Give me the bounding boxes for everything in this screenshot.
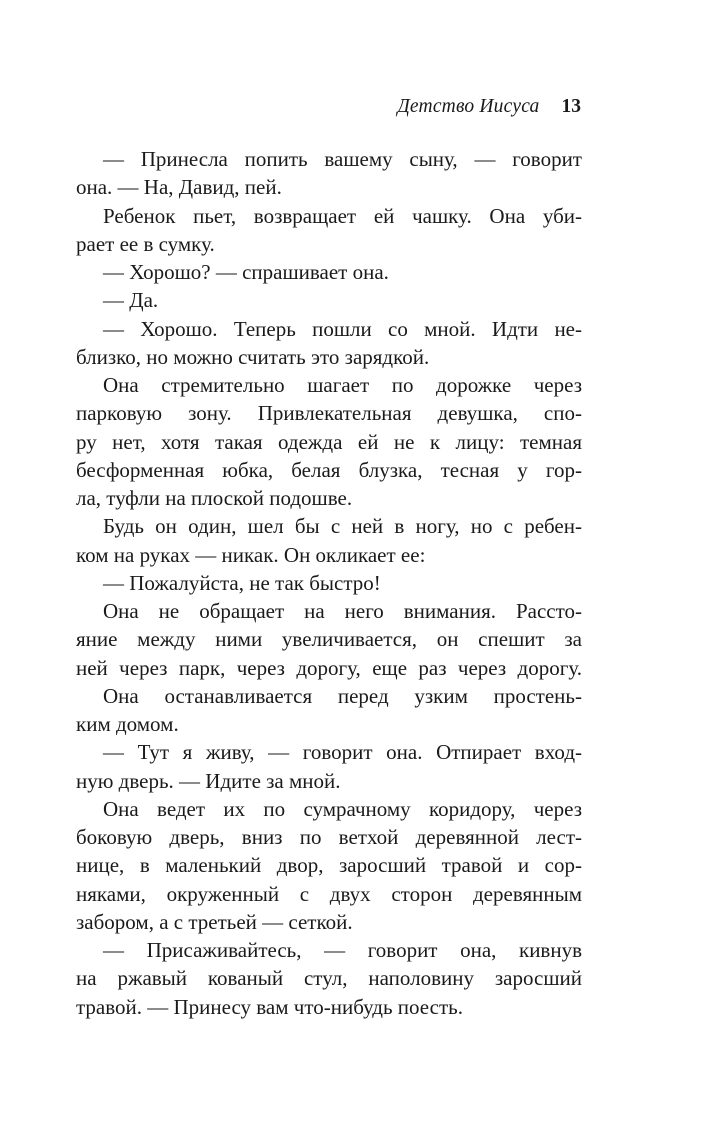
running-title: Детство Иисуса [397, 96, 540, 117]
text-line: забором, а с третьей — сеткой. [76, 909, 353, 934]
text-line: она. — На, Давид, пей. [76, 175, 282, 200]
text-line: яние между ними увеличивается, он спешит за [76, 627, 582, 652]
text-line: ную дверь. — Идите за мной. [76, 768, 341, 793]
text-line: няками, окруженный с двух сторон деревянным [76, 881, 582, 906]
text-line: — Хорошо? — спрашивает она. [103, 260, 389, 284]
text-line: — Тут я живу, — говорит она. Отпирает вход- [103, 740, 582, 765]
text-line: — Принесла попить вашему сыну, — говорит [103, 147, 582, 171]
text-line: Будь он один, шел бы с ней в ногу, но с ребен- [103, 514, 582, 539]
text-line: Она стремительно шагает по дорожке через [103, 373, 582, 397]
text-line: близко, но можно считать это зарядкой. [76, 344, 430, 369]
running-head [397, 96, 581, 124]
text-line: — Да. [103, 288, 159, 313]
text-line: на ржавый кованый стул, наполовину заросший [76, 966, 582, 991]
text-line: Она ведет их по сумрачному коридору, через [103, 796, 582, 821]
text-line: — Пожалуйста, не так быстро! [103, 570, 381, 595]
text-line: ней через парк, через дорогу, еще раз через дорогу. [76, 655, 582, 680]
text-line: рает ее в сумку. [76, 231, 215, 256]
text-line: ким домом. [76, 712, 179, 736]
text-line: ру нет, хотя такая одежда ей не к лицу: темная [76, 429, 582, 454]
text-line: — Хорошо. Теперь пошли со мной. Идти не- [103, 316, 582, 341]
page-number: 13 [561, 96, 581, 117]
text-line: Ребенок пьет, возвращает ей чашку. Она уби- [103, 203, 582, 228]
body-text [76, 145, 582, 1021]
text-line: нице, в маленький двор, заросший травой и сор- [76, 853, 582, 878]
text-line: ком на руках — никак. Он окликает ее: [76, 542, 426, 567]
text-line: боковую дверь, вниз по ветхой деревянной лест- [76, 825, 582, 849]
text-line: парковую зону. Привлекательная девушка, спо- [76, 401, 582, 426]
text-line: бесформенная юбка, белая блузка, тесная у гор- [76, 457, 582, 482]
text-line: — Присаживайтесь, — говорит она, кивнув [103, 938, 582, 962]
text-line: Она останавливается перед узким простень- [103, 683, 582, 708]
text-line: Она не обращает на него внимания. Рассто- [103, 599, 582, 623]
text-line: травой. — Принесу вам что-нибудь поесть. [76, 994, 463, 1019]
text-line: ла, туфли на плоской подошве. [76, 486, 353, 510]
